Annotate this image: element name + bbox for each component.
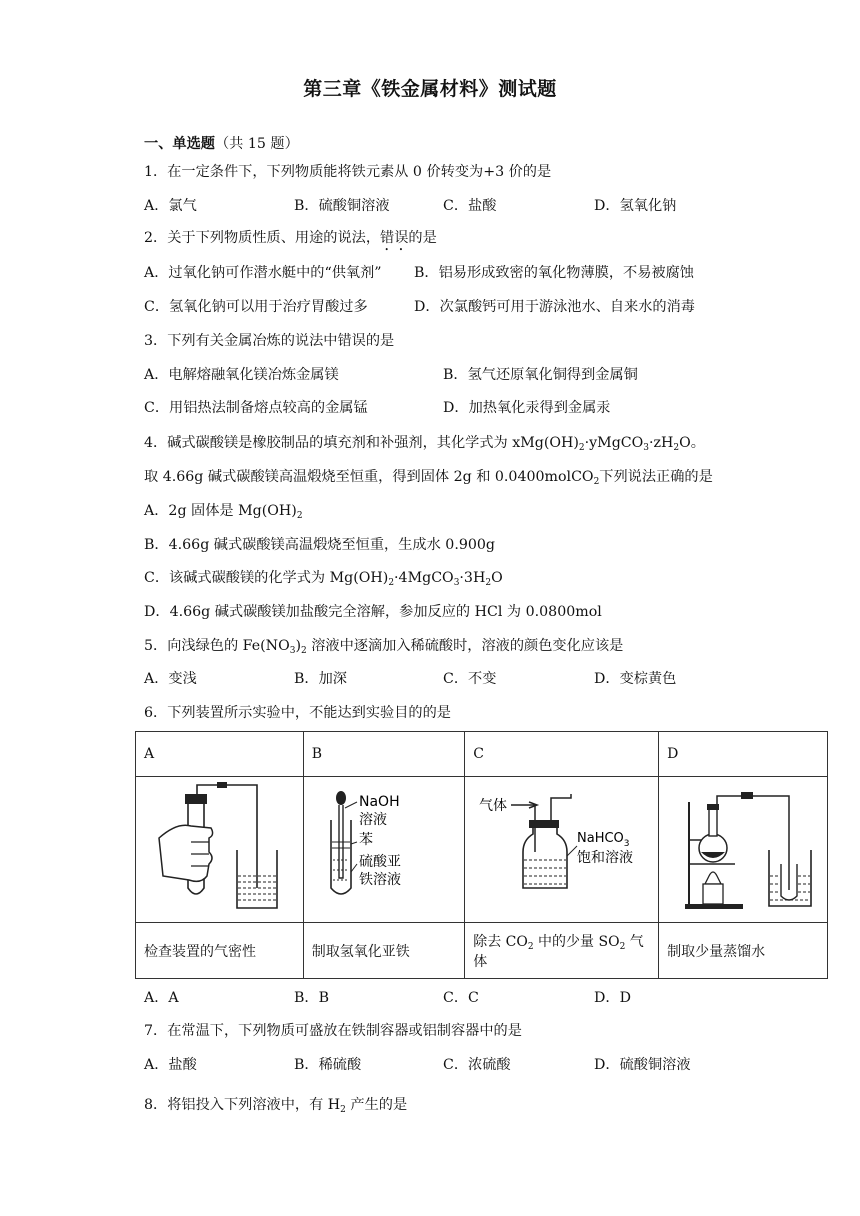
question-8-stem: [144, 1095, 407, 1115]
q4-option-c-text: C．该碱式碳酸镁的化学式为 Mg(OH): [144, 570, 389, 586]
page-title: 第三章《铁金属材料》测试题: [303, 78, 557, 100]
q4-option-c: [144, 568, 503, 588]
q5-stem-end: 溶液中逐滴加入稀硫酸时，溶液的颜色变化应该是: [306, 638, 624, 654]
q3-option-a: A．电解熔融氧化镁冶炼金属镁: [144, 367, 339, 383]
q4-formula-part: ·zH: [649, 435, 674, 451]
q6-option-c: C．C: [443, 990, 479, 1006]
gas-washing-bottle-figure: [467, 780, 657, 920]
q8-stem-end: 产生的是: [345, 1097, 408, 1113]
q6-caption-a: 检查装置的气密性: [136, 923, 304, 979]
ferrous-sulfate-solution: [333, 860, 349, 880]
q7-option-d: D．硫酸铜溶液: [594, 1057, 691, 1073]
q7-option-c: C．浓硫酸: [443, 1057, 511, 1073]
q5-formula-part: ): [295, 638, 301, 654]
q5-option-a: A．变浅: [144, 671, 197, 687]
q6-figure-a-cell: [136, 777, 304, 923]
q2-option-c: C．氢氧化钠可以用于治疗胃酸过多: [144, 299, 368, 315]
q6-caption-c-text: 气体: [473, 933, 644, 970]
q4-option-d: D．4.66g 碱式碳酸镁加盐酸完全溶解，参加反应的 HCl 为 0.0800mol: [144, 604, 602, 620]
q7-option-b: B．稀硫酸: [294, 1057, 362, 1073]
q2-stem-end: 的是: [408, 230, 437, 246]
label-nahco3-text: NaHCO: [576, 830, 624, 846]
bicarbonate-solution: [524, 860, 566, 884]
benzene-layer: [332, 842, 350, 848]
q6-figure-b-cell: [303, 777, 465, 923]
washing-bottle: [523, 828, 567, 888]
stand-base: [685, 904, 743, 909]
q6-caption-b: 制取氢氧化亚铁: [303, 923, 465, 979]
label-ferrous-sulfate: 硫酸亚: [358, 853, 401, 870]
label-leader: [351, 842, 357, 844]
label-leader: [567, 846, 577, 856]
label-benzene: 苯: [358, 831, 373, 848]
vapor-tube: [717, 796, 789, 890]
q2-option-a: A．过氧化钠可作潜水艇中的“供氧剂”: [144, 265, 382, 281]
q3-option-d: D．加热氧化汞得到金属汞: [443, 400, 611, 416]
q4-formula-part: ·4MgCO: [394, 570, 454, 586]
q4-formula-part: O。: [679, 435, 705, 451]
q4-sub: 2: [578, 443, 585, 453]
q6-header-d: D: [659, 732, 828, 777]
airtightness-check-figure: [139, 780, 299, 920]
q6-caption-c-text: 中的少量 SO: [533, 933, 620, 950]
q5-sub: 2: [301, 646, 307, 656]
gas-outlet-tube: [551, 794, 571, 822]
test-tube-b: [331, 820, 351, 894]
tube-joint: [741, 792, 753, 799]
q4-formula-part: ·yMgCO: [584, 435, 644, 451]
label-gas: 气体: [478, 797, 507, 814]
q4-formula-part: O: [491, 570, 503, 586]
q4-option-b: B．4.66g 碱式碳酸镁高温煅烧至恒重，生成水 0.900g: [144, 537, 496, 553]
q4-option-a: [144, 501, 303, 521]
alcohol-lamp: [703, 884, 723, 904]
q6-option-a: A．A: [144, 990, 179, 1006]
q6-figure-d-cell: [659, 777, 828, 923]
q6-header-b: B: [303, 732, 465, 777]
label-ferrous-solution: 铁溶液: [358, 871, 401, 888]
question-6-stem: 6．下列装置所示实验中，不能达到实验目的的是: [144, 705, 451, 721]
q1-option-a: A．氯气: [144, 198, 197, 214]
q6-caption-d: 制取少量蒸馏水: [659, 923, 828, 979]
question-7-stem: 7．在常温下，下列物质可盛放在铁制容器或铝制容器中的是: [144, 1023, 522, 1039]
q6-sub: 2: [619, 941, 626, 952]
q4-sub: 2: [593, 477, 600, 487]
hand-icon: [159, 825, 213, 881]
q5-stem-text: 5．向浅绿色的 Fe(NO: [144, 638, 290, 654]
q6-option-b: B．B: [294, 990, 330, 1006]
dropper-bulb: [336, 791, 346, 805]
cooling-water: [770, 876, 810, 900]
q2-emphasis: 错误: [380, 230, 409, 246]
q6-header-row: [136, 732, 828, 777]
receiving-beaker: [769, 850, 811, 906]
q4-sub: 3: [643, 443, 650, 453]
q2-stem-text: 2．关于下列物质性质、用途的说法，: [144, 230, 381, 246]
q4-sub: 2: [296, 511, 303, 521]
q6-sub: 2: [527, 941, 534, 952]
label-nahco3: [577, 831, 630, 849]
rubber-stopper: [185, 794, 207, 804]
q1-option-c: C．盐酸: [443, 198, 497, 214]
ferrous-hydroxide-figure: [309, 780, 459, 920]
flame-icon: [705, 872, 721, 884]
q6-caption-c: [465, 923, 659, 979]
q3-option-b: B．氢气还原氧化铜得到金属铜: [443, 367, 638, 383]
q4-formula-part: ·3H: [459, 570, 486, 586]
label-leader: [345, 802, 357, 808]
flask-neck: [709, 808, 717, 836]
q4-stem2-text: 取 4.66g 碱式碳酸镁高温煅烧至恒重，得到固体 2g 和 0.0400molCO: [144, 469, 594, 485]
q5-option-b: B．加深: [294, 671, 347, 687]
label-saturated-solution: 饱和溶液: [576, 849, 633, 866]
question-4-stem-line2: [144, 467, 713, 487]
gas-inlet-tube: [511, 805, 535, 852]
q2-option-d: D．次氯酸钙可用于游泳池水、自来水的消毒: [414, 299, 695, 315]
q8-stem-text: 8．将铝投入下列溶液中，有 H: [144, 1097, 341, 1113]
question-2-stem: [144, 228, 437, 254]
question-1-stem: 1．在一定条件下，下列物质能将铁元素从 0 价转变为+3 价的是: [144, 164, 552, 180]
q8-sub: 2: [340, 1105, 346, 1115]
q6-apparatus-table: [135, 731, 828, 979]
q6-figure-row: [136, 777, 828, 923]
q6-caption-c-text: 除去 CO: [473, 933, 528, 950]
distillation-figure: [661, 780, 826, 920]
q4-sub: 2: [485, 578, 492, 588]
label-leader: [351, 864, 357, 872]
label-nahco3-sub: 3: [623, 838, 630, 849]
bottle-stopper: [529, 820, 559, 828]
q4-stem1-text: 4．碱式碳酸镁是橡胶制品的填充剂和补强剂，其化学式为 xMg(OH): [144, 435, 579, 451]
q5-option-d: D．变棕黄色: [594, 671, 677, 687]
q4-sub: 2: [673, 443, 680, 453]
section-count: （共 15 题）: [214, 136, 299, 152]
q3-option-c: C．用铝热法制备熔点较高的金属锰: [144, 400, 368, 416]
label-solution: 溶液: [358, 811, 387, 828]
q6-caption-row: [136, 923, 828, 979]
section-heading: [144, 134, 299, 154]
q6-header-a: A: [136, 732, 304, 777]
q6-header-c: C: [465, 732, 659, 777]
q6-figure-c-cell: [465, 777, 659, 923]
q6-option-d: D．D: [594, 990, 631, 1006]
question-3-stem: 3．下列有关金属冶炼的说法中错误的是: [144, 333, 395, 349]
tube-connector: [217, 782, 227, 788]
q4-option-a-text: A．2g 固体是 Mg(OH): [144, 503, 297, 519]
section-label: 一、单选题: [144, 136, 215, 152]
q4-sub: 2: [388, 578, 395, 588]
q7-option-a: A．盐酸: [144, 1057, 197, 1073]
q4-stem2-end: 下列说法正确的是: [599, 469, 713, 485]
q1-option-b: B．硫酸铜溶液: [294, 198, 390, 214]
label-naoh: NaOH: [358, 793, 400, 810]
q5-sub: 3: [289, 646, 296, 656]
question-5-stem: [144, 636, 623, 656]
question-4-stem-line1: [144, 433, 705, 453]
q5-option-c: C．不变: [443, 671, 497, 687]
q2-option-b: B．铝易形成致密的氧化物薄膜，不易被腐蚀: [414, 265, 694, 281]
q1-option-d: D．氢氧化钠: [594, 198, 677, 214]
q4-sub: 3: [453, 578, 460, 588]
